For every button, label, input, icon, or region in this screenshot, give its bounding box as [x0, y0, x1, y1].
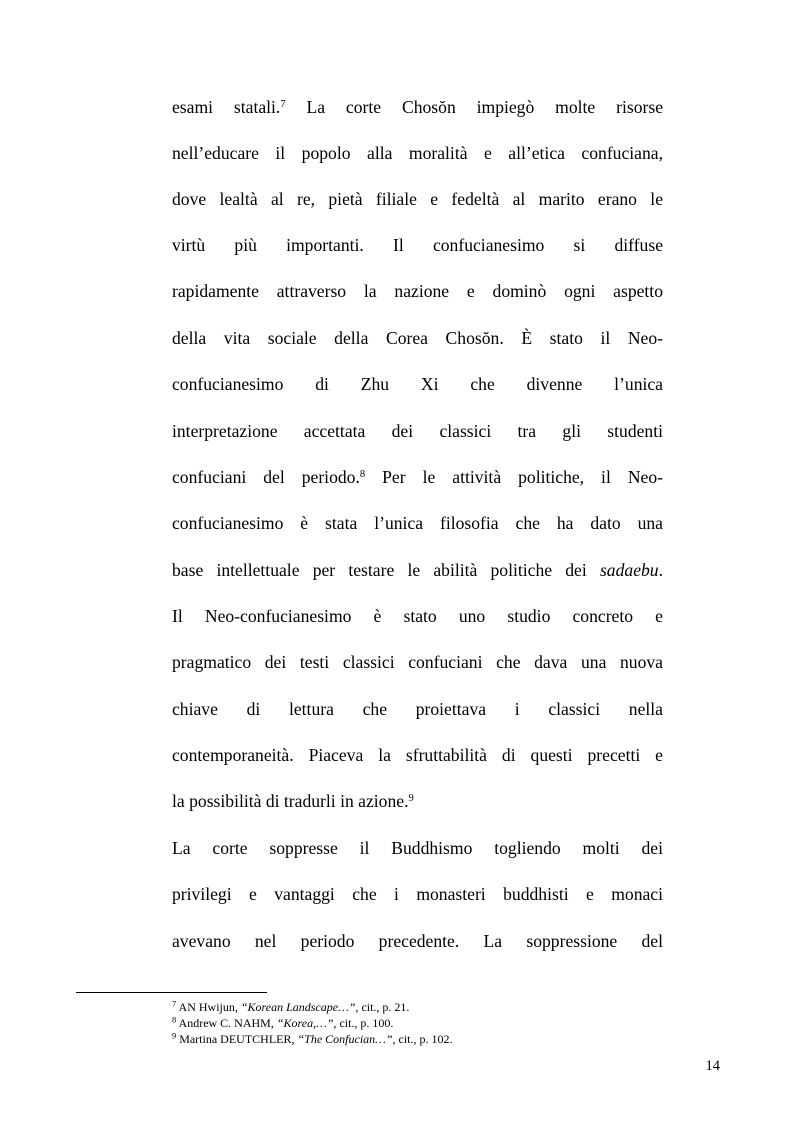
body-line-6: della vita sociale della Corea Chosŏn. È stato il Neo-: [172, 328, 663, 348]
footnote-8: $^8$ Andrew C. NAHM, “Korea,…”, cit., p. 100.: [172, 1015, 394, 1030]
body-line-17: La corte soppresse il Buddhismo togliendo molti dei: [172, 838, 663, 858]
body-line-15: contemporaneità. Piaceva la sfruttabilità di questi precetti e: [172, 745, 663, 765]
body-line-4: virtù più importanti. Il confucianesimo si diffuse: [172, 235, 663, 255]
body-line-13: pragmatico dei testi classici confuciani che dava una nuova: [172, 652, 663, 672]
footnote-ref-8[interactable]: 8: [359, 469, 366, 481]
body-line-19: avevano nel periodo precedente. La soppressione del: [172, 931, 663, 951]
body-line-16: la possibilità di tradurli in azione.$^9$: [172, 791, 414, 811]
body-line-7: confucianesimo di Zhu Xi che divenne l’unica: [172, 374, 663, 394]
body-line-18: privilegi e vantaggi che i monasteri buddhisti e monaci: [172, 884, 663, 904]
page-number: 14: [705, 1058, 720, 1074]
footnote-ref-9[interactable]: 9: [408, 793, 414, 805]
body-line-3: dove lealtà al re, pietà filiale e fedeltà al marito erano le: [172, 189, 663, 209]
italic-term-sadaebu: sadaebu: [599, 560, 659, 580]
body-line-1: esami statali.$^7$ La corte Chosŏn impiegò molte risorse: [172, 97, 664, 117]
body-line-2: nell’educare il popolo alla moralità e all’etica confuciana,: [172, 143, 663, 163]
body-line-11: base intellettuale per testare le abilità politiche dei sadaebu.: [172, 560, 663, 580]
body-line-5: rapidamente attraverso la nazione e dominò ogni aspetto: [172, 281, 663, 301]
body-line-9: confuciani del periodo.$^8$ Per le attività politiche, il Neo-: [172, 467, 663, 487]
footnote-ref-7[interactable]: 7: [280, 99, 286, 111]
body-line-12: Il Neo-confucianesimo è stato uno studio concreto e: [172, 606, 663, 626]
footnote-separator: [76, 992, 267, 993]
footnote-7: $^7$ AN Hwijun, “Korean Landscape…”, cit., p. 21.: [172, 999, 410, 1014]
body-line-10: confucianesimo è stata l’unica filosofia che ha dato una: [172, 513, 663, 533]
body-line-14: chiave di lettura che proiettava i classici nella: [172, 699, 663, 719]
body-line-8: interpretazione accettata dei classici tra gli studenti: [172, 421, 663, 441]
footnote-9: $^9$ Martina DEUTCHLER, “The Confucian…”, cit., p. 102.: [172, 1031, 453, 1046]
